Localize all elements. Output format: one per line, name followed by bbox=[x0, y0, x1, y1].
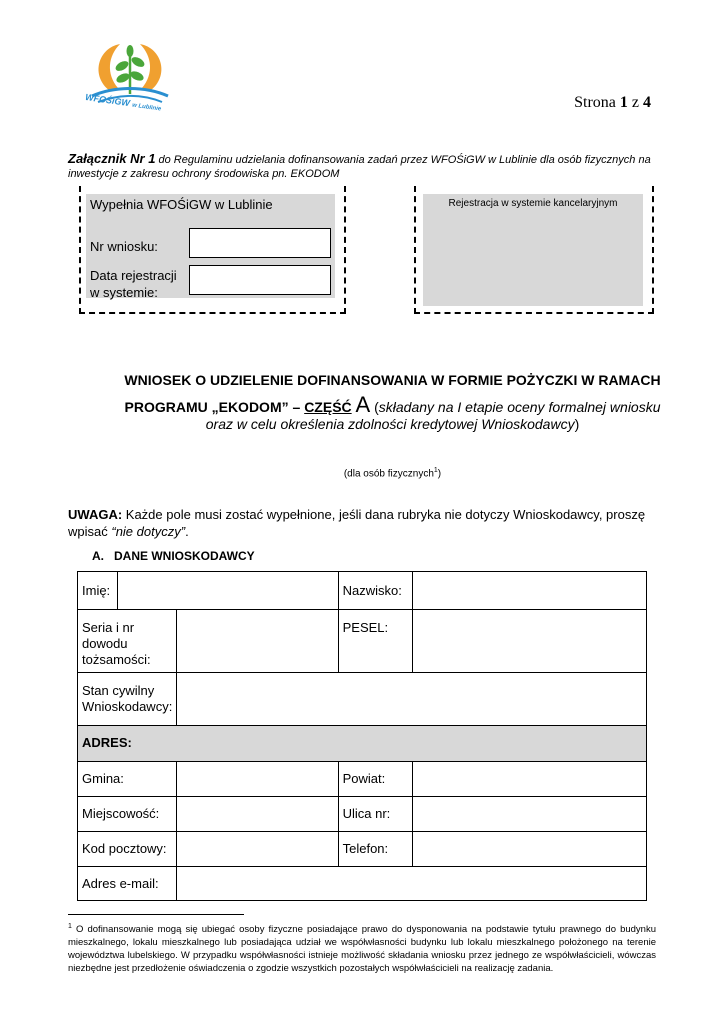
logo-text: WFOŚiGW w Lublinie bbox=[84, 92, 162, 113]
registry-label: Rejestracja w systemie kancelaryjnym bbox=[448, 198, 618, 209]
phone-label: Telefon: bbox=[338, 832, 413, 867]
pesel-field[interactable] bbox=[413, 610, 647, 673]
registration-date-label: Data rejestracji w systemie: bbox=[90, 268, 177, 300]
notice: UWAGA: Każde pole musi zostać wypełnione, jeśli dana rubryka nie dotyczy Wnioskodawcy, proszę wpisać “nie dotyczy”. bbox=[68, 507, 646, 539]
document-subtitle: (dla osób fizycznych$^1$) bbox=[343, 467, 442, 480]
last-name-label: Nazwisko: bbox=[338, 572, 413, 610]
phone-field[interactable] bbox=[413, 832, 647, 867]
footnote-separator bbox=[68, 914, 244, 915]
marital-status-label: Stan cywilny Wnioskodawcy: bbox=[78, 673, 177, 726]
application-number-label: Nr wniosku: bbox=[90, 239, 158, 254]
id-document-field[interactable] bbox=[177, 610, 338, 673]
applicant-data-table bbox=[77, 571, 647, 901]
attachment-note: Załącznik Nr 1 do Regulaminu udzielania dofinansowania zadań przez WFOŚiGW w Lublinie dla osób fizycznych na inwestycje z zakresu ochrony środowiska pn. EKODOM bbox=[68, 151, 651, 180]
document-title-line1: WNIOSEK O UDZIELENIE DOFINANSOWANIA W FORMIE POŻYCZKI W RAMACH bbox=[124, 372, 661, 388]
marital-status-field[interactable] bbox=[177, 673, 647, 726]
first-name-field[interactable] bbox=[118, 572, 339, 610]
district-field[interactable] bbox=[413, 762, 647, 797]
commune-field[interactable] bbox=[177, 762, 338, 797]
last-name-field[interactable] bbox=[413, 572, 647, 610]
section-heading: A. DANE WNIOSKODAWCY bbox=[92, 549, 255, 563]
id-document-label: Seria i nr dowodu tożsamości: bbox=[78, 610, 177, 673]
footnote: $^1$ O dofinansowanie mogą się ubiegać osoby fizyczne posiadające prawo do dysponowania na podstawie tytułu prawnego do budynku mieszkalnego, lokalu mieszkalnego lub posiadająca udział we współwłasności budynku lub lokalu mieszkalnego położonego na terenie województwa lubelskiego. W przypadku współwłasności istnieje możliwość składania wniosku przez jednego ze współwłaścicieli, wówczas niezbędne jest przedłożenie oświadczenia o zgodzie wszystkich pozostałych współwłaścicieli na realizację zadania. bbox=[68, 923, 656, 975]
district-label: Powiat: bbox=[338, 762, 413, 797]
document-title-line3: oraz w celu określenia zdolności kredytowej Wnioskodawcy) bbox=[205, 416, 580, 432]
page-number: Strona 1 z 4 bbox=[574, 94, 651, 111]
email-label: Adres e-mail: bbox=[78, 867, 177, 901]
street-field[interactable] bbox=[413, 797, 647, 832]
application-number-field[interactable] bbox=[189, 228, 331, 258]
pesel-label: PESEL: bbox=[338, 610, 413, 673]
document-title-line2: PROGRAMU „EKODOM” – CZĘŚĆ A (składany na I etapie oceny formalnej wniosku bbox=[124, 392, 661, 417]
email-field[interactable] bbox=[177, 867, 647, 901]
first-name-label: Imię: bbox=[78, 572, 118, 610]
registry-area bbox=[423, 194, 643, 306]
commune-label: Gmina: bbox=[78, 762, 177, 797]
postal-code-field[interactable] bbox=[177, 832, 338, 867]
postal-code-label: Kod pocztowy: bbox=[78, 832, 177, 867]
street-label: Ulica nr: bbox=[338, 797, 413, 832]
city-field[interactable] bbox=[177, 797, 338, 832]
office-use-title: Wypełnia WFOŚiGW w Lublinie bbox=[90, 197, 273, 212]
address-header: ADRES: bbox=[78, 726, 647, 762]
registration-date-field[interactable] bbox=[189, 265, 331, 295]
city-label: Miejscowość: bbox=[78, 797, 177, 832]
